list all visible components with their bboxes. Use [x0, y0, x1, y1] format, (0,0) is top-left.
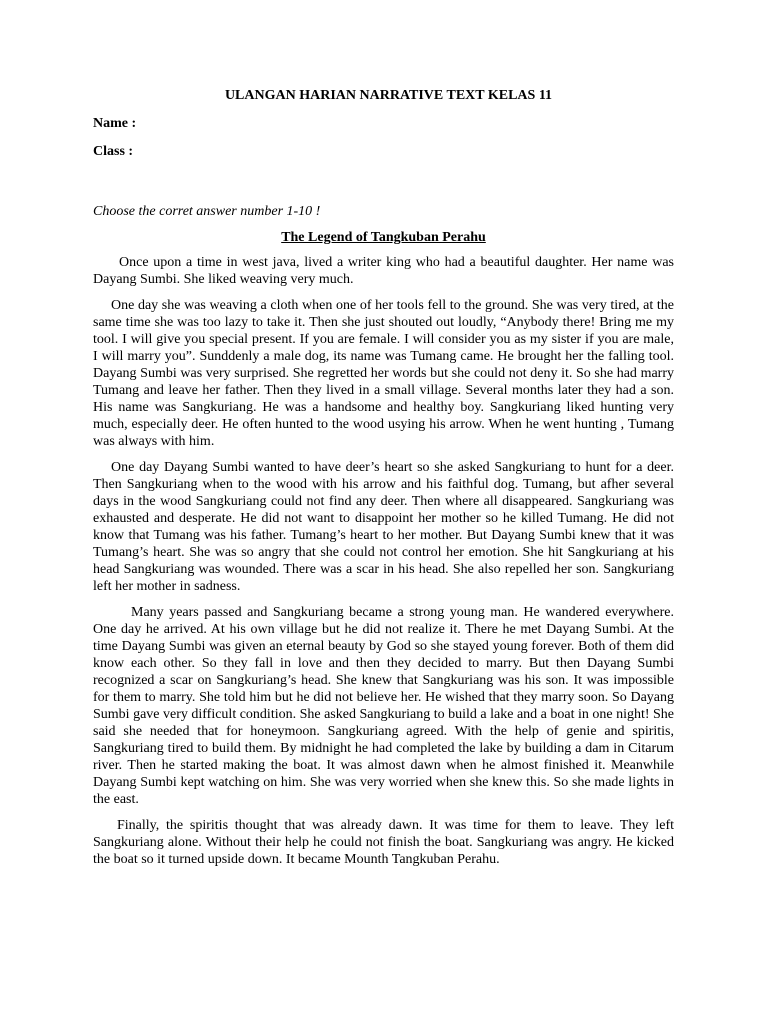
worksheet-page — [93, 86, 674, 877]
story-paragraph: One day she was weaving a cloth when one of her tools fell to the ground. She was very tired, at the same time she was too lazy to take it. Then she just shouted out loudly, “Anybody there! Bring me my tool. I will give you special present. If you are female. I will consider you as my sister if you are male, I will marry you”. Sunddenly a male dog, its name was Tumang came. He brought her the falling tool. Dayang Sumbi was very surprised. She regretted her words but she could not deny it. So she had marry Tumang and leave her father. Then they lived in a small village. Several months later they had a son. His name was Sangkuriang. He was a handsome and healthy boy. Sangkuriang liked hunting very much, especially deer. He often hunted to the wood usying his arrow. When he went hunting , Tumang was always with him. — [93, 298, 674, 449]
story-paragraph: One day Dayang Sumbi wanted to have deer’s heart so she asked Sangkuriang to hunt for a deer. Then Sangkuriang when to the wood with his arrow and his faithful dog. Tumang, but afher several days in the wood Sangkuriang could not find any deer. Then where all disappeared. Sangkuriang was exhausted and desperate. He did not want to disappoint her mother so he killed Tumang. He did not know that Tumang was his father. Tumang’s heart to her mother. But Dayang Sumbi knew that it was Tumang’s heart. She was so angry that she could not control her emotion. She hit Sangkuriang at his head Sangkuriang was wounded. There was a scar in his head. She also repelled her son. Sangkuriang left her mother in sadness. — [93, 460, 674, 594]
story-title: The Legend of Tangkuban Perahu — [281, 230, 486, 245]
worksheet-title: ULANGAN HARIAN NARRATIVE TEXT KELAS 11 — [224, 88, 553, 103]
instruction-text: Choose the corret answer number 1-10 ! — [93, 204, 321, 219]
class-field-label: Class : — [93, 144, 134, 159]
story-paragraph: Finally, the spiritis thought that was already dawn. It was time for them to leave. They left Sangkuriang alone. Without their help he could not finish the boat. Sangkuriang was angry. He kicked the boat so it turned upside down. It became Mounth Tangkuban Perahu. — [93, 818, 674, 867]
story-paragraph: Once upon a time in west java, lived a writer king who had a beautiful daughter. Her name was Dayang Sumbi. She liked weaving very much. — [93, 255, 674, 287]
story-paragraph: Many years passed and Sangkuriang became a strong young man. He wandered everywhere. One day he arrived. At his own village but he did not realize it. There he met Dayang Sumbi. At the time Dayang Sumbi was given an eternal beauty by God so she stayed young forever. Both of them did know each other. So they fall in love and then they decided to marry. But then Dayang Sumbi recognized a scar on Sangkuriang’s head. She knew that Sangkuriang was his son. It was impossible for them to marry. She told him but he did not believe her. He wished that they marry soon. So Dayang Sumbi gave very difficult condition. She asked Sangkuriang to build a lake and a boat in one night! She said she needed that for honeymoon. Sangkuriang agreed. With the help of genie and spiritis, Sangkuriang tired to build them. By midnight he had completed the lake by building a dam in Citarum river. Then he started making the boat. It was almost dawn when he almost finished it. Meanwhile Dayang Sumbi kept watching on him. She was very worried when she knew this. So she made lights in the east. — [93, 605, 675, 807]
name-field-label: Name : — [93, 116, 137, 131]
